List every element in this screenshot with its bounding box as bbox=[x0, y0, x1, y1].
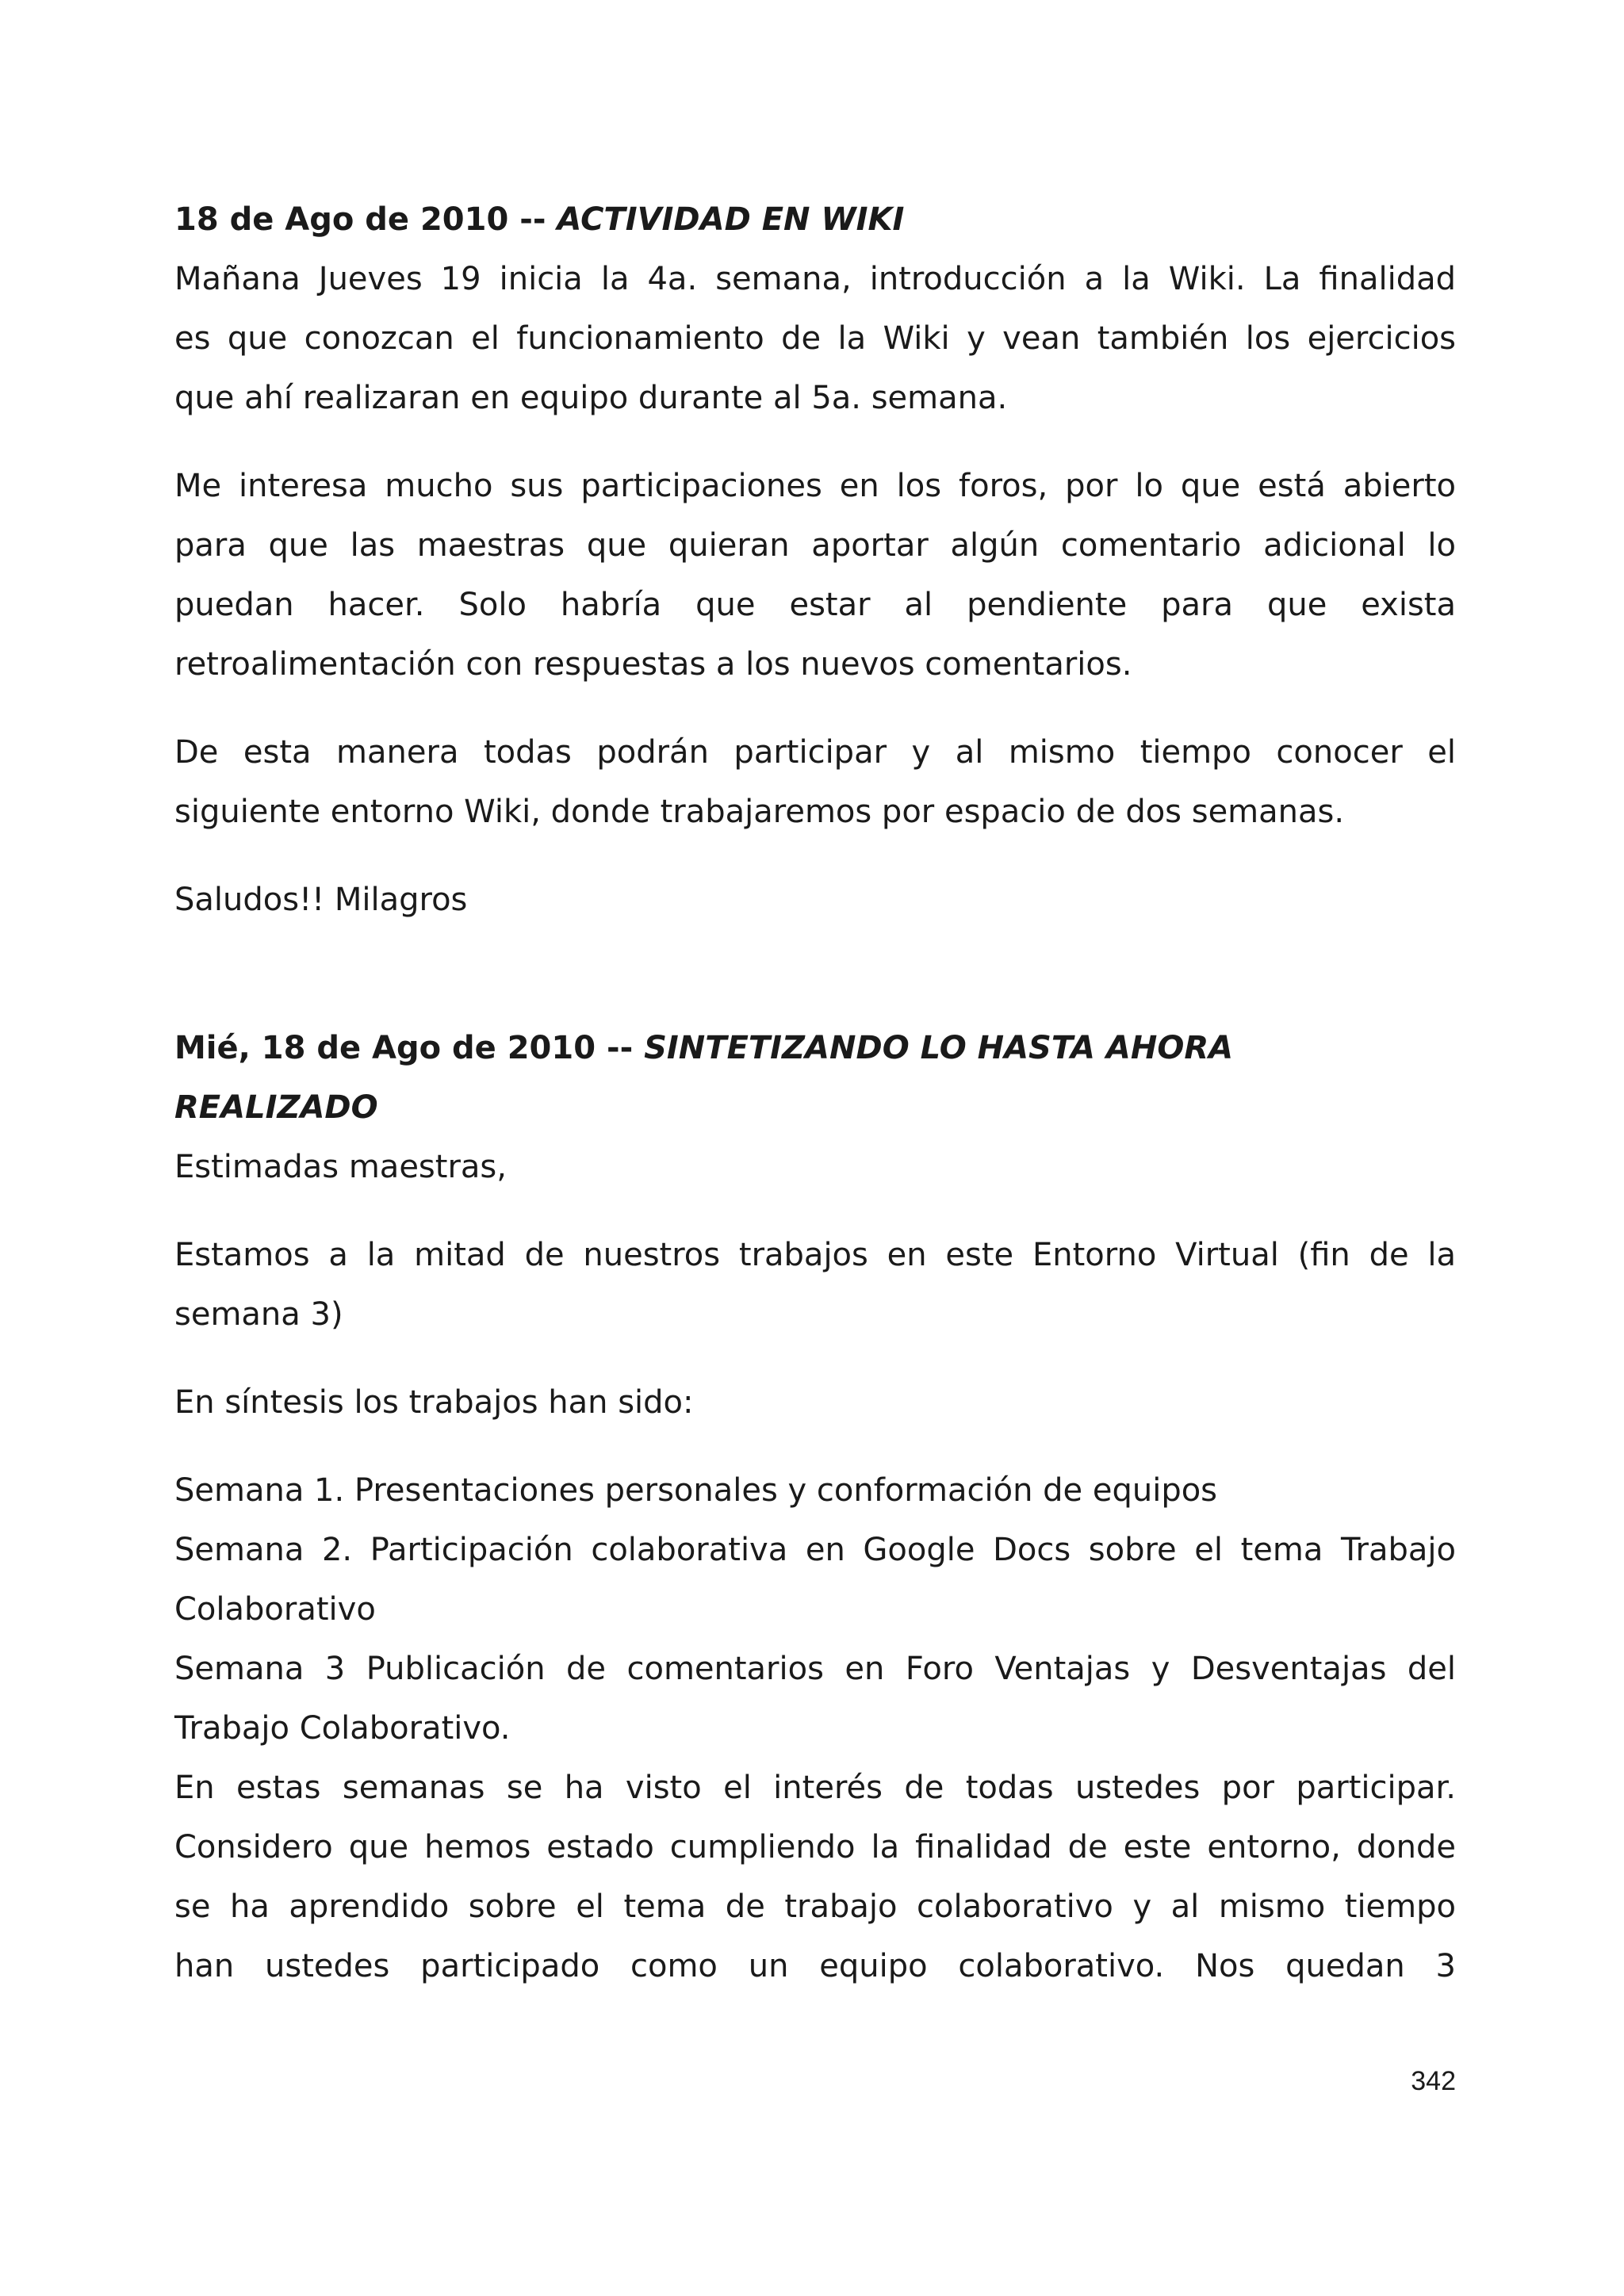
entry2-heading-line1 bbox=[174, 1019, 1456, 1078]
entry2-p3-line1: Semana 1. Presentaciones personales y conformación de equipos bbox=[174, 1472, 1218, 1509]
entry2-p3-line2: Semana 2. Participación colaborativa en Google Docs sobre el tema Trabajo bbox=[174, 1532, 1456, 1568]
entry2-p1-line1: Estamos a la mitad de nuestros trabajos en este Entorno Virtual (fin de la bbox=[174, 1237, 1456, 1273]
document-page bbox=[174, 190, 1456, 1996]
entry1-p2-line1: Me interesa mucho sus participaciones en los foros, por lo que está abierto bbox=[174, 468, 1456, 504]
entry1-p2-line4: retroalimentación con respuestas a los nuevos comentarios. bbox=[174, 646, 1132, 683]
entry1-p2-line3: puedan hacer. Solo habría que estar al pendiente para que exista bbox=[174, 587, 1456, 623]
entry2-heading-title-2: REALIZADO bbox=[174, 1089, 378, 1126]
entry2-p3-line3: Colaborativo bbox=[174, 1591, 376, 1628]
entry1-p3-line1: De esta manera todas podrán participar y al mismo tiempo conocer el bbox=[174, 734, 1456, 771]
entry1-heading-title: ACTIVIDAD EN WIKI bbox=[557, 201, 905, 238]
entry2-p3-line4: Semana 3 Publicación de comentarios en Foro Ventajas y Desventajas del bbox=[174, 1651, 1456, 1687]
entry1-heading bbox=[174, 190, 1456, 250]
entry1-signature: Saludos!! Milagros bbox=[174, 882, 468, 918]
entry1-p1-line1: Mañana Jueves 19 inicia la 4a. semana, introducción a la Wiki. La finalidad bbox=[174, 261, 1456, 297]
entry1-p1-line3: que ahí realizaran en equipo durante al 5a. semana. bbox=[174, 380, 1008, 416]
entry2-heading-date: Mié, 18 de Ago de 2010 -- bbox=[174, 1030, 645, 1066]
entry2-p3-line6: En estas semanas se ha visto el interés de todas ustedes por participar. bbox=[174, 1770, 1456, 1806]
entry2-p1-line2: semana 3) bbox=[174, 1296, 343, 1333]
entry2-p3-line5: Trabajo Colaborativo. bbox=[174, 1710, 511, 1747]
entry2-p3-line9: han ustedes participado como un equipo colaborativo. Nos quedan 3 bbox=[174, 1948, 1456, 1984]
entry2-p2: En síntesis los trabajos han sido: bbox=[174, 1384, 694, 1421]
entry2-greeting: Estimadas maestras, bbox=[174, 1149, 507, 1185]
entry1-p1-line2: es que conozcan el funcionamiento de la Wiki y vean también los ejercicios bbox=[174, 320, 1456, 357]
page-number: 342 bbox=[1411, 2066, 1456, 2096]
entry1-p2-line2: para que las maestras que quieran aportar algún comentario adicional lo bbox=[174, 527, 1456, 564]
entry2-heading-line2 bbox=[174, 1078, 1456, 1138]
entry2-p3-line7: Considero que hemos estado cumpliendo la finalidad de este entorno, donde bbox=[174, 1829, 1456, 1866]
entry2-heading-title-1: SINTETIZANDO LO HASTA AHORA bbox=[644, 1030, 1234, 1066]
entry1-p3-line2: siguiente entorno Wiki, donde trabajaremos por espacio de dos semanas. bbox=[174, 794, 1345, 830]
entry2-p3-line8: se ha aprendido sobre el tema de trabajo colaborativo y al mismo tiempo bbox=[174, 1888, 1456, 1925]
entry1-heading-date: 18 de Ago de 2010 -- bbox=[174, 201, 557, 238]
